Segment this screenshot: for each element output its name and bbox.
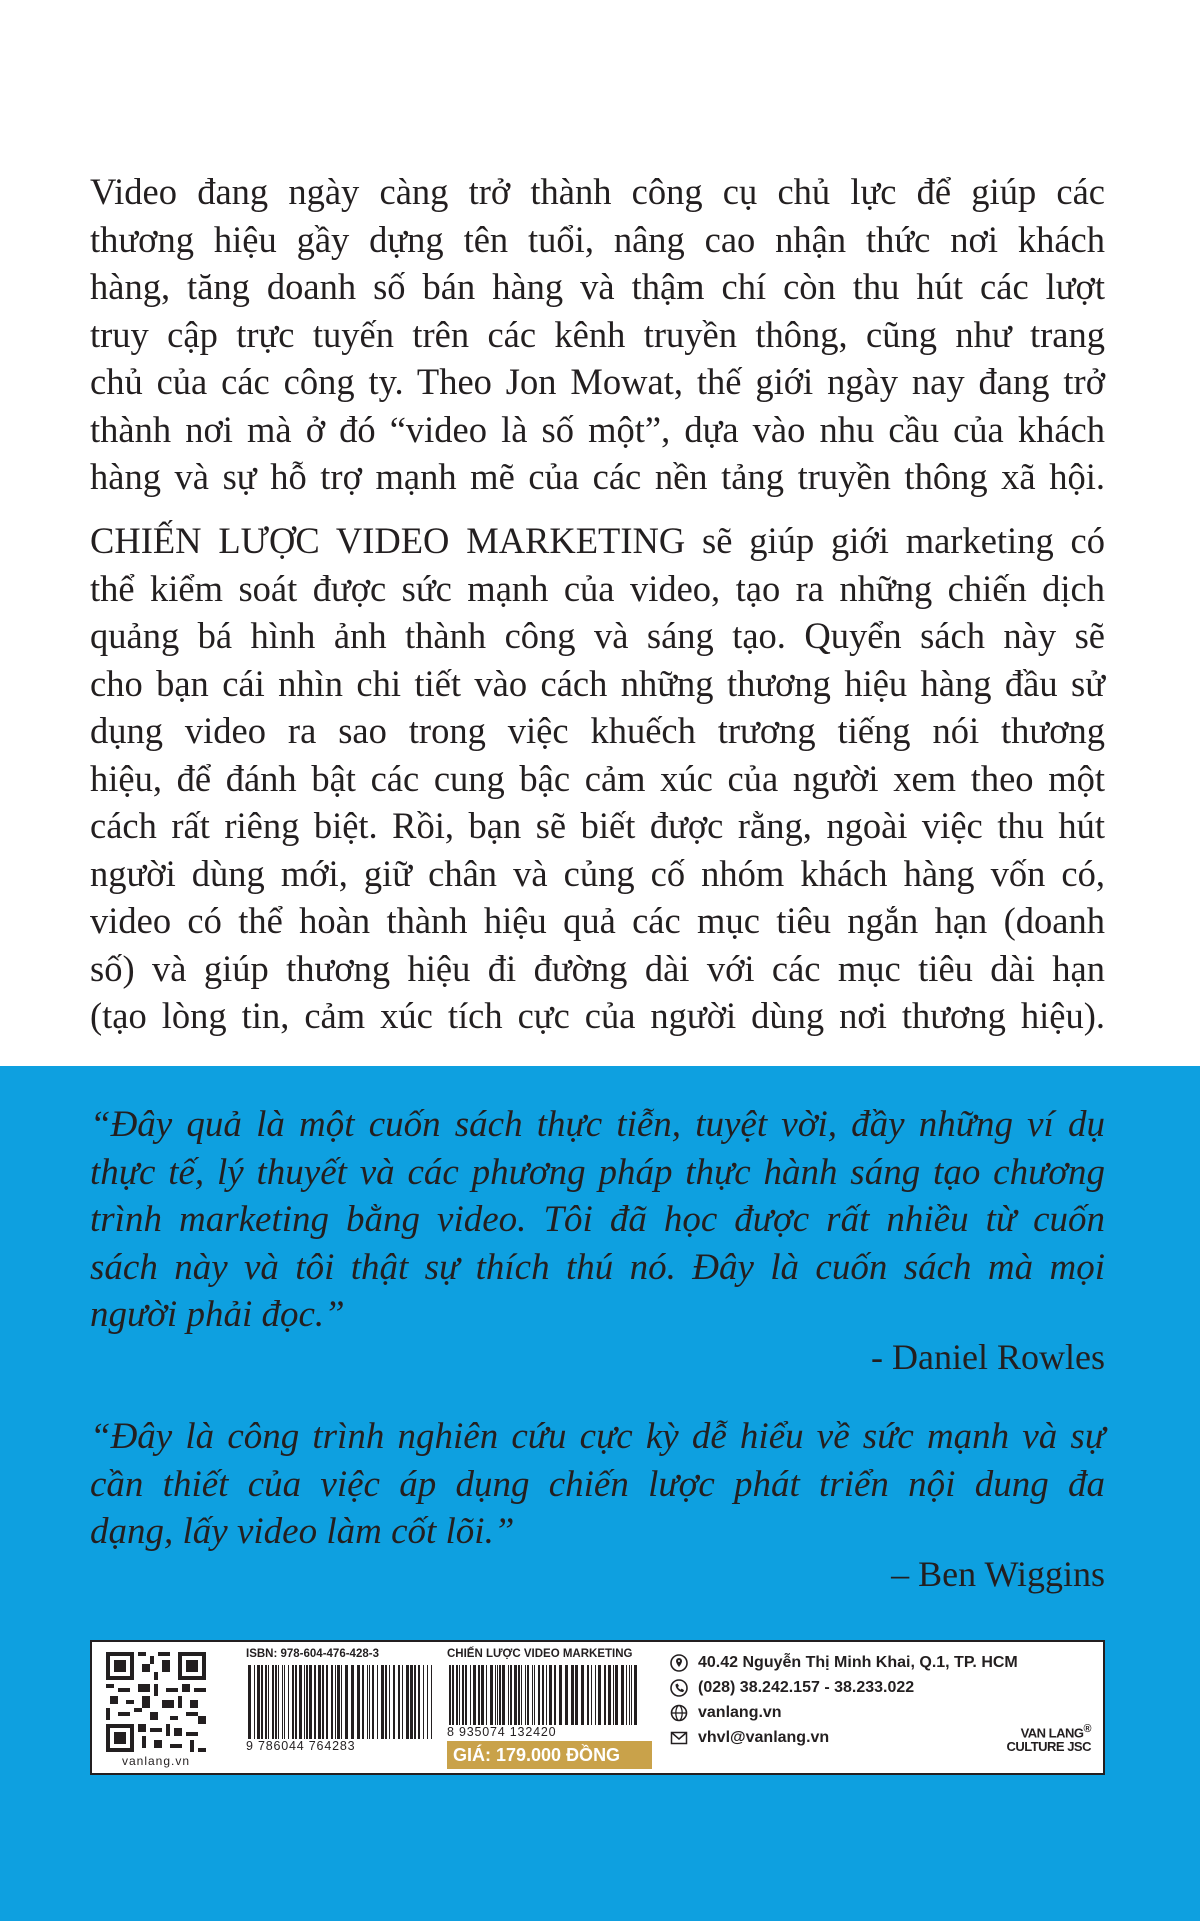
barcode-bar [527,1665,529,1725]
text-line: hàng, tăng doanh số bán hàng và thậm chí còn thu hút các lượt [90,266,1105,307]
barcode-bar [571,1665,574,1725]
barcode-bar [615,1665,618,1725]
barcode-bar [367,1665,368,1739]
barcode-bar [508,1665,509,1725]
phone-icon [670,1679,692,1697]
isbn-barcode-block [246,1648,442,1769]
barcode-bar [278,1665,279,1739]
barcode-bar [393,1665,395,1739]
barcode-bar [546,1665,547,1725]
quote-line: thực tế, lý thuyết và các phương pháp thực hành sáng tạo chương [90,1151,1105,1193]
testimonial-quote-2 [90,1413,1105,1556]
quote-line: dạng, lấy video làm cốt lõi.” [90,1511,515,1552]
text-line: CHIẾN LƯỢC VIDEO MARKETING sẽ giúp giới marketing có [90,520,1105,561]
barcode-bar [362,1665,364,1739]
barcode-bar [406,1665,409,1739]
barcode-bar [288,1665,289,1739]
barcode-bar [497,1665,498,1725]
product-barcode [447,1665,643,1725]
address-text: 40.42 Nguyễn Thị Minh Khai, Q.1, TP. HCM [698,1654,1018,1671]
mail-icon [670,1729,692,1747]
barcode-bar [268,1665,269,1739]
registered-mark: ® [1083,1723,1091,1735]
barcode-bar [470,1665,471,1725]
barcode-bar [282,1665,283,1739]
barcode-bar [377,1665,378,1739]
barcode-bar [459,1665,460,1725]
barcode-bar [398,1665,400,1739]
text-line: video có thể hoàn thành hiệu quả các mục tiêu ngắn hạn (doanh [90,900,1105,941]
phone-row [670,1675,1098,1700]
quote-line: “Đây là công trình nghiên cứu cực kỳ dễ hiểu về sức mạnh và sự [90,1416,1105,1457]
text-line: người dùng mới, giữ chân và củng cố nhóm khách hàng vốn có, [90,852,1105,894]
barcode-bar [495,1665,496,1725]
barcode-bar [532,1665,533,1725]
barcode-bar [608,1665,611,1725]
barcode-bar [304,1665,305,1739]
barcode-bar [427,1665,428,1739]
quote-line: “Đây quả là một cuốn sách thực tiễn, tuyệt vời, đầy những ví dụ [90,1104,1105,1145]
barcode-bar [549,1665,552,1725]
barcode-bar [598,1665,601,1725]
barcode-bar [389,1665,390,1739]
barcode-bar [369,1665,370,1739]
barcode-bar [326,1665,328,1739]
barcode-bar [629,1665,630,1725]
qr-code-icon [106,1652,206,1752]
text-line: thể kiểm soát được sức mạnh của video, tạo ra những chiến dịch [90,567,1105,609]
barcode-bar [265,1665,267,1739]
barcode-bar [473,1665,476,1725]
barcode-bar [381,1665,384,1739]
barcode-bar [581,1665,584,1725]
barcode-bar [449,1665,451,1725]
barcode-bar [284,1665,285,1739]
website-text: vanlang.vn [698,1704,782,1721]
barcode-bar [275,1665,277,1739]
text-line: chủ của các công ty. Theo Jon Mowat, thế giới ngày nay đang trở [90,361,1105,402]
publisher-logo [1006,1722,1091,1754]
barcode-bar [591,1665,592,1725]
description-paragraph-1 [90,168,1105,501]
text-line: quảng bá hình ảnh thành công và sáng tạo. Quyển sách này sẽ [90,615,1105,656]
text-line: số) và giúp thương hiệu đi đường dài với các mục tiêu dài hạn [90,947,1105,989]
barcode-bar [272,1665,274,1739]
barcode-bar [514,1665,517,1725]
publisher-name: VAN LANG [1020,1725,1084,1741]
barcode-bar [341,1665,342,1739]
text-line: thành nơi mà ở đó “video là số một”, dựa vào nhu cầu của khách [90,408,1105,450]
barcode-bar [306,1665,308,1739]
barcode-bar [538,1665,540,1725]
barcode-bar [257,1665,260,1739]
barcode-bar [595,1665,596,1725]
barcode-bar [565,1665,568,1725]
barcode-bar [314,1665,316,1739]
barcode-bar [331,1665,333,1739]
barcode-bar [372,1665,374,1739]
price-tag: GIÁ: 179.000 ĐỒNG [447,1741,652,1769]
barcode-bar [559,1665,562,1725]
barcode-bar [292,1665,294,1739]
testimonial-author-1: - Daniel Rowles [871,1337,1105,1377]
barcode-bar [402,1665,403,1739]
barcode-bar [414,1665,416,1739]
quote-line: sách này và tôi thật sự thích thú nó. Đây là cuốn sách mà mọi [90,1246,1105,1288]
quote-line: người phải đọc.” [90,1294,345,1335]
publisher-subname: CULTURE JSC [1006,1739,1091,1755]
isbn-label: ISBN: 978-604-476-428-3 [246,1648,379,1660]
barcode-bar [575,1665,578,1725]
text-line: truy cập trực tuyến trên các kênh truyền thông, cũng như trang [90,313,1105,355]
barcode-bar [418,1665,420,1739]
barcode-bar [295,1665,297,1739]
barcode-bar [462,1665,464,1725]
barcode-bar [490,1665,493,1725]
barcode-bar [309,1665,312,1739]
barcode-bar [357,1665,360,1739]
text-line: cho bạn cái nhìn chi tiết vào cách những thương hiệu hàng đầu sử [90,662,1105,704]
barcode-bar [554,1665,556,1725]
barcode-bar [621,1665,624,1725]
globe-icon [670,1704,692,1722]
barcode-bar [486,1665,487,1725]
barcode-bar [410,1665,413,1739]
barcode-bar [465,1665,467,1725]
text-line: cách rất riêng biệt. Rồi, bạn sẽ biết được rằng, ngoài việc thu hút [90,805,1105,846]
barcode-bar [345,1665,348,1739]
isbn-barcode [246,1665,436,1739]
barcode-bar [518,1665,520,1725]
phone-text: (028) 38.242.157 - 38.233.022 [698,1679,915,1696]
text-line: (tạo lòng tin, cảm xúc tích cực của người dùng nơi thương hiệu). [90,995,1105,1036]
isbn-digits: 9 786044 764283 [246,1739,356,1753]
description-paragraph-2 [90,517,1105,1040]
barcode-bar [604,1665,606,1725]
barcode-bar [499,1665,501,1725]
barcode-bar [456,1665,458,1725]
barcode-bar [534,1665,535,1725]
barcode-bar [261,1665,263,1739]
testimonial-quote-1 [90,1101,1105,1339]
barcode-bar [542,1665,544,1725]
barcode-bar [510,1665,512,1725]
barcode-bar [318,1665,321,1739]
barcode-bar [423,1665,424,1739]
barcode-bar [351,1665,354,1739]
text-line: hàng và sự hỗ trợ mạnh mẽ của các nền tảng truyền thông xã hội. [90,456,1105,497]
barcode-bar [502,1665,505,1725]
barcode-bar [254,1665,255,1739]
barcode-bar [335,1665,336,1739]
email-text: vhvl@vanlang.vn [698,1729,830,1746]
quote-line: cần thiết của việc áp dụng chiến lược phát triển nội dung đa [90,1463,1105,1505]
barcode-bar [525,1665,526,1725]
barcode-bar [337,1665,340,1739]
barcode-bar [631,1665,632,1725]
barcode-bar [385,1665,387,1739]
barcode-bar [299,1665,302,1739]
barcode-bar [613,1665,614,1725]
barcode-bar [248,1665,251,1739]
barcode-bar [478,1665,480,1725]
barcode-bar [322,1665,324,1739]
product-digits: 8 935074 132420 [447,1725,557,1739]
quote-line: trình marketing bằng video. Tôi đã học được rất nhiều từ cuốn [90,1199,1105,1240]
text-line: hiệu, để đánh bật các cung bậc cảm xúc của người xem theo một [90,757,1105,799]
barcode-bar [634,1665,637,1725]
title-label: CHIẾN LƯỢC VIDEO MARKETING [447,1648,633,1660]
testimonial-author-2: – Ben Wiggins [891,1554,1105,1594]
barcode-bar [431,1665,432,1739]
barcode-bar [521,1665,522,1725]
address-row [670,1650,1098,1675]
location-pin-icon [670,1654,692,1672]
text-line: Video đang ngày càng trở thành công cụ chủ lực để giúp các [90,171,1105,212]
barcode-bar [626,1665,627,1725]
barcode-bar [587,1665,589,1725]
publisher-footer [90,1640,1105,1775]
text-line: thương hiệu gầy dựng tên tuổi, nâng cao nhận thức nơi khách [90,218,1105,260]
text-line: dụng video ra sao trong việc khuếch trương tiếng nói thương [90,710,1105,751]
qr-caption: vanlang.vn [121,1754,191,1768]
barcode-bar [481,1665,484,1725]
barcode-bar [452,1665,454,1725]
